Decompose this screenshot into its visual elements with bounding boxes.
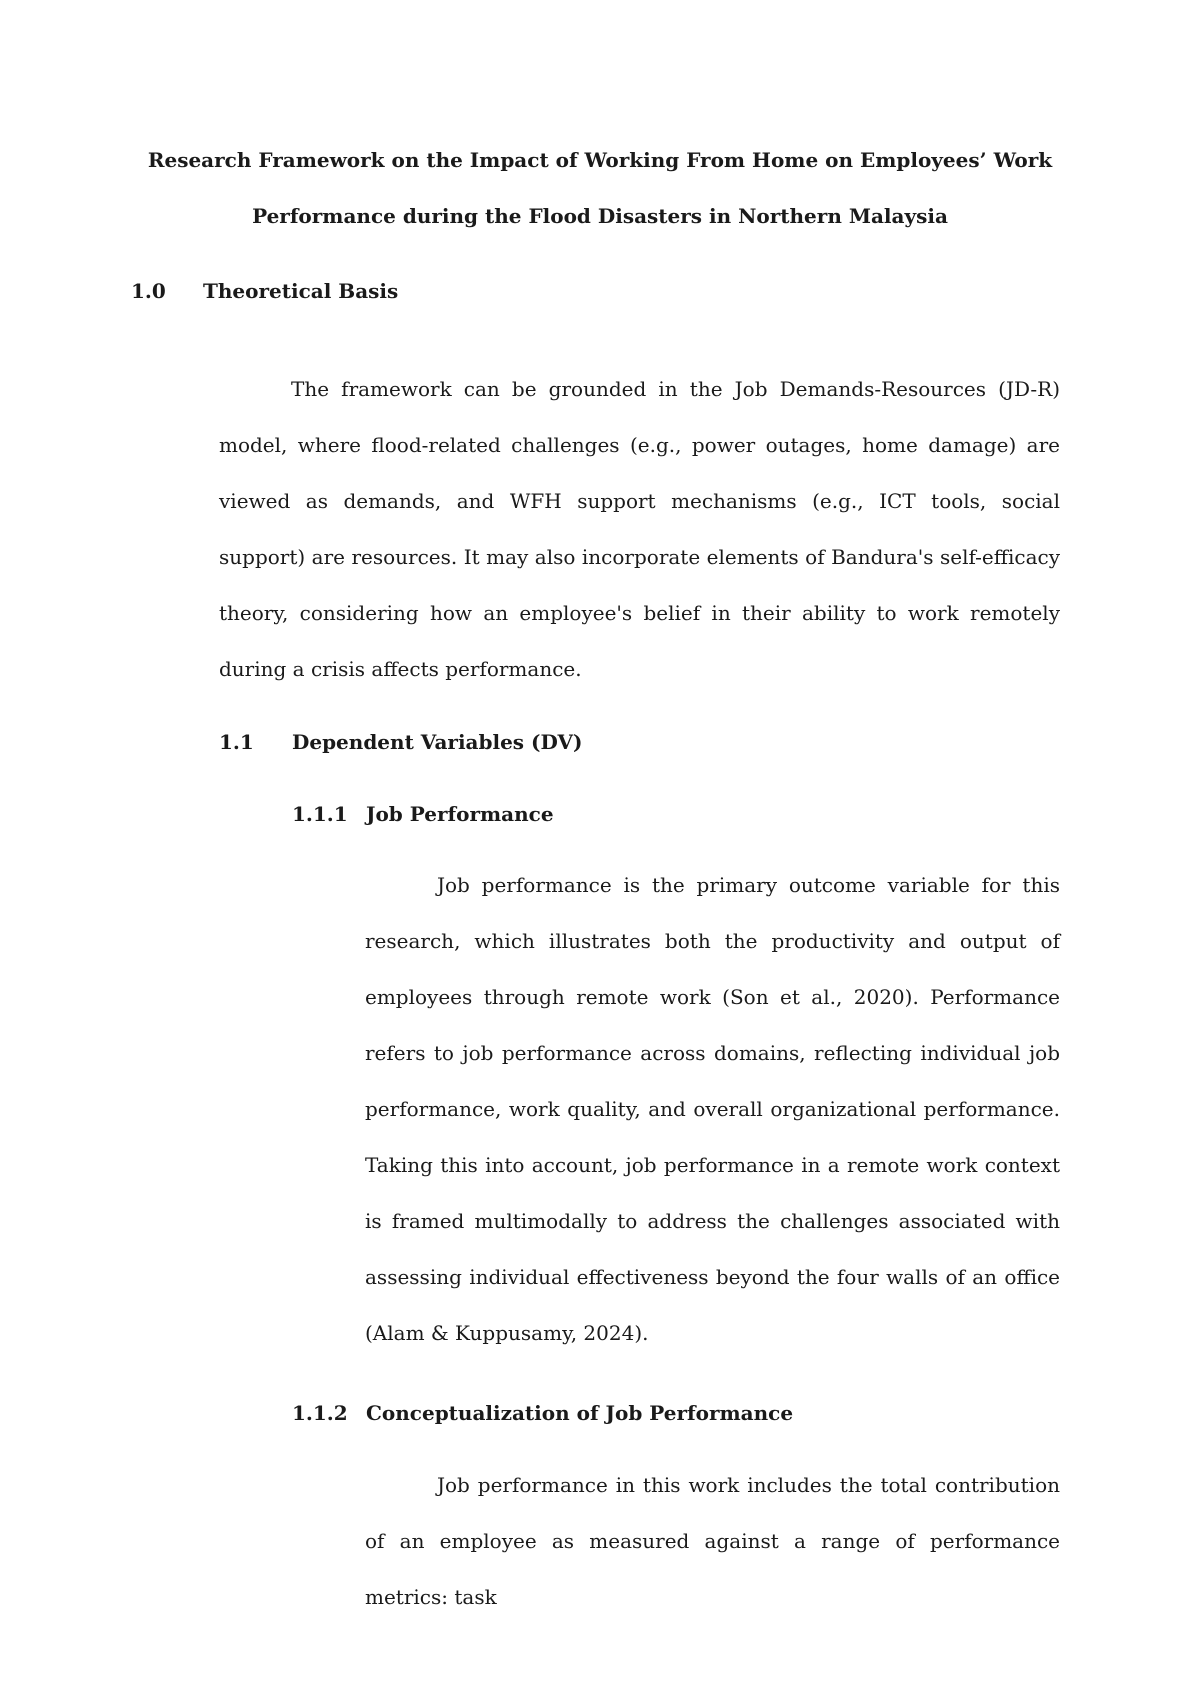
section-number: 1.1.1 [292, 802, 348, 826]
section-title: Conceptualization of Job Performance [366, 1401, 794, 1425]
section-number: 1.1 [219, 730, 254, 754]
paragraph-text: The framework can be grounded in the Job Demands-Resources (JD-R) model, where flood-related challenges (e.g., power outages, home damage) are viewed as demands, and WFH support mechanisms (e.g., ICT tools, social support) are resources. It may also incorporate elements of Bandura's self-efficacy theory, considering how an employee's belief in their ability to work remotely during a crisis affects performance. [219, 377, 1060, 681]
section-number: 1.1.2 [292, 1401, 348, 1425]
document-title [120, 132, 1080, 244]
title-line-1: Research Framework on the Impact of Working From Home on Employees’ Work [147, 148, 1053, 172]
section-heading-1-1-2 [292, 1398, 793, 1428]
section-heading-1-1 [219, 727, 582, 757]
title-line-2: Performance during the Flood Disasters in Northern Malaysia [252, 204, 948, 228]
section-paragraph-1-0 [219, 361, 1060, 697]
section-title: Job Performance [366, 802, 554, 826]
section-title: Theoretical Basis [203, 279, 399, 303]
paragraph-text: Job performance is the primary outcome variable for this research, which illustrates both the productivity and output of employees through remote work (Son et al., 2020). Performance refers to job performance across domains, reflecting individual job performance, work quality, and overall organizational performance. Taking this into account, job performance in a remote work context is framed multimodally to address the challenges associated with assessing individual effectiveness beyond the four walls of an office (Alam & Kuppusamy, 2024). [365, 873, 1060, 1345]
section-number: 1.0 [131, 279, 166, 303]
section-title: Dependent Variables (DV) [292, 730, 583, 754]
section-heading-1-0 [131, 276, 398, 306]
section-paragraph-1-1-2 [365, 1457, 1060, 1625]
section-heading-1-1-1 [292, 799, 554, 829]
section-paragraph-1-1-1 [365, 857, 1060, 1361]
paragraph-text: Job performance in this work includes the total contribution of an employee as measured against a range of performance metrics: task [365, 1473, 1060, 1609]
